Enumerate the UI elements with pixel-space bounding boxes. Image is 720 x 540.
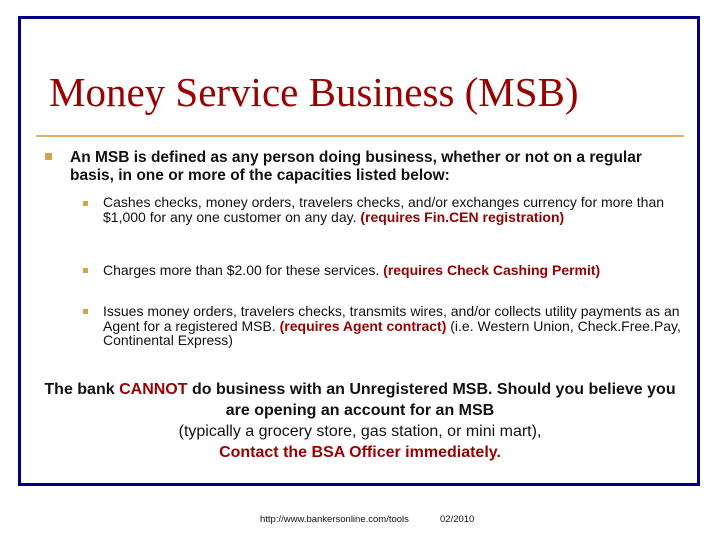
note-examples: (typically a grocery store, gas station, or mini mart), [178, 423, 542, 440]
warning-note [36, 379, 684, 463]
bullet-icon [45, 153, 52, 160]
sub-bullet-text: Charges more than $2.00 for these services. [103, 262, 384, 278]
sub-bullet-3 [103, 304, 683, 348]
sub-bullet-text: Issues money orders, travelers checks, transmits wires, and/or collects utility payments as an Agent for a registered MSB. [103, 303, 680, 334]
sub-bullet-2 [103, 263, 683, 278]
requirement-label: (requires Fin.CEN registration) [360, 208, 565, 225]
sub-bullet-text: Cashes checks, money orders, travelers checks, and/or exchanges currency for more than $1,000 for any one customer on any day. [103, 194, 665, 225]
slide-title: Money Service Business (MSB) [49, 69, 579, 115]
requirement-label: (requires Agent contract) [279, 317, 447, 334]
sub-bullet-1 [103, 195, 683, 224]
bullet-icon [83, 268, 88, 273]
note-text: The bank [44, 381, 120, 398]
footer-url: http://www.bankersonline.com/tools [260, 514, 409, 525]
note-text: do business with an Unregistered MSB. Should you believe you are opening an account for an MSB [187, 381, 676, 419]
requirement-label: (requires Check Cashing Permit) [383, 262, 601, 278]
cannot-emphasis: CANNOT [119, 381, 188, 398]
main-bullet-text: An MSB is defined as any person doing business, whether or not on a regular basis, in one or more of the capacities listed below: [70, 149, 642, 184]
bullet-icon [83, 201, 88, 206]
bullet-icon [83, 309, 88, 314]
contact-instruction: Contact the BSA Officer immediately. [219, 444, 501, 461]
title-divider [36, 135, 684, 137]
sub-bullet-tail: (i.e. Western Union, Check.Free.Pay, Continental Express) [103, 317, 681, 348]
footer-date: 02/2010 [440, 514, 475, 525]
